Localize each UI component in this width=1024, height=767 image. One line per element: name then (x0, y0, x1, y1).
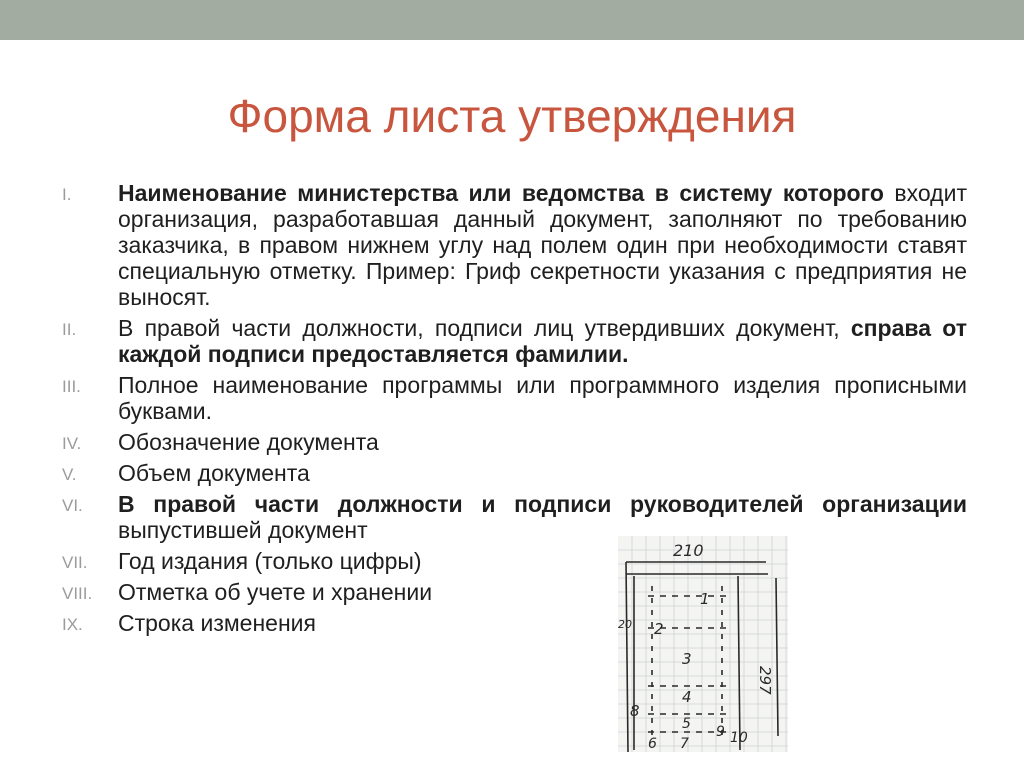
sketch-cell-2: 2 (654, 620, 664, 638)
item-number: V. (62, 465, 77, 484)
item-text: Обозначение документа (118, 429, 379, 455)
sketch-width-label: 210 (673, 541, 704, 560)
approval-sheet-sketch-image (618, 536, 788, 752)
item-number: IX. (62, 615, 83, 634)
list-item-1 (62, 180, 967, 310)
sketch-cell-1: 1 (700, 590, 710, 608)
sketch-cell-8: 8 (630, 702, 640, 720)
sketch-cell-6: 6 (648, 736, 657, 752)
list-item-8 (62, 579, 967, 605)
list-item-4 (62, 429, 967, 455)
list-item-5 (62, 460, 967, 486)
sketch-margin-label: 20 (618, 618, 632, 631)
item-number: VII. (62, 553, 88, 572)
list-item-6 (62, 491, 967, 543)
list-item-3 (62, 372, 967, 424)
approval-sheet-list (62, 180, 967, 641)
top-accent-bar (0, 0, 1024, 40)
item-text: выпустившей документ (118, 517, 368, 543)
item-bold-text: Наименование министерства или ведомства в систему которого (118, 180, 884, 206)
slide-title: Форма листа утверждения (227, 90, 797, 142)
item-bold-text: В правой части должности и подписи руководителей организации (118, 491, 967, 517)
item-number: VI. (62, 496, 83, 515)
list-item-7 (62, 548, 967, 574)
item-number: VIII. (62, 584, 93, 603)
item-text: Полное наименование программы или программного изделия прописными буквами. (118, 372, 967, 424)
item-number: I. (62, 185, 72, 204)
list-item-2 (62, 315, 967, 367)
item-text: Строка изменения (118, 610, 316, 636)
item-bold-text: справа от каждой подписи предоставляется фамилии. (118, 315, 967, 367)
sketch-cell-3: 3 (682, 650, 692, 668)
item-number: III. (62, 377, 81, 396)
item-text: Отметка об учете и хранении (118, 579, 433, 605)
item-text: Объем документа (118, 460, 310, 486)
list-item-9 (62, 610, 967, 636)
sketch-cell-4: 4 (682, 688, 692, 706)
item-number: IV. (62, 434, 82, 453)
item-text: В правой части должности, подписи лиц утвердивших документ, (118, 315, 851, 341)
sketch-cell-10: 10 (730, 730, 748, 746)
item-number: II. (62, 320, 77, 339)
sketch-cell-5: 5 (682, 716, 691, 732)
item-text: Год издания (только цифры) (118, 548, 422, 574)
sketch-height-label: 297 (756, 666, 774, 695)
item-text: входит организация, разработавшая данный документ, заполняют по требованию заказчика, в правом нижнем углу над полем один при необходимости ставят специальную отметку. Пример: Гриф секретности указания с предприятия не выносят. (118, 180, 967, 310)
sketch-cell-7: 7 (680, 736, 689, 752)
sketch-cell-9: 9 (716, 724, 725, 740)
